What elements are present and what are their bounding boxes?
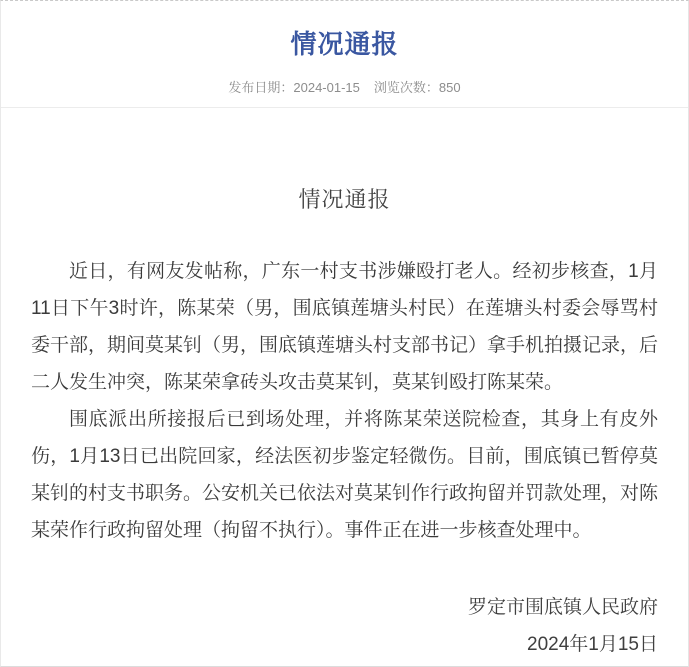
paragraph-2: 围底派出所接报后已到场处理，并将陈某荣送院检查，其身上有皮外伤，1月13日已出院回家，经法医初步鉴定轻微伤。目前，围底镇已暂停莫某钊的村支书职务。公安机关已依法对莫某钊作行政拘留并罚款处理，对陈某荣作行政拘留处理（拘留不执行）。事件正在进一步核查处理中。 xyxy=(31,409,659,541)
article-body xyxy=(31,253,658,549)
view-count: 浏览次数：850 xyxy=(373,80,461,95)
publish-date: 发布日期：2024-01-15 xyxy=(228,80,360,95)
page-header xyxy=(1,1,688,108)
signature-block xyxy=(31,589,658,663)
article-heading: 情况通报 xyxy=(298,187,391,212)
signature-issuer: 罗定市围底镇人民政府 xyxy=(467,597,658,618)
page-title: 情况通报 xyxy=(290,29,399,59)
signature-date: 2024年1月15日 xyxy=(527,634,658,655)
paragraph-1: 近日，有网友发帖称，广东一村支书涉嫌殴打老人。经初步核查，1月11日下午3时许，陈某荣（男，围底镇莲塘头村民）在莲塘头村委会辱骂村委干部，期间莫某钊（男，围底镇莲塘头村支部书记）拿手机拍摄记录，后二人发生冲突，陈某荣拿砖头攻击莫某钊，莫某钊殴打陈某荣。 xyxy=(31,261,659,393)
meta-row xyxy=(1,80,688,96)
article xyxy=(1,187,688,663)
